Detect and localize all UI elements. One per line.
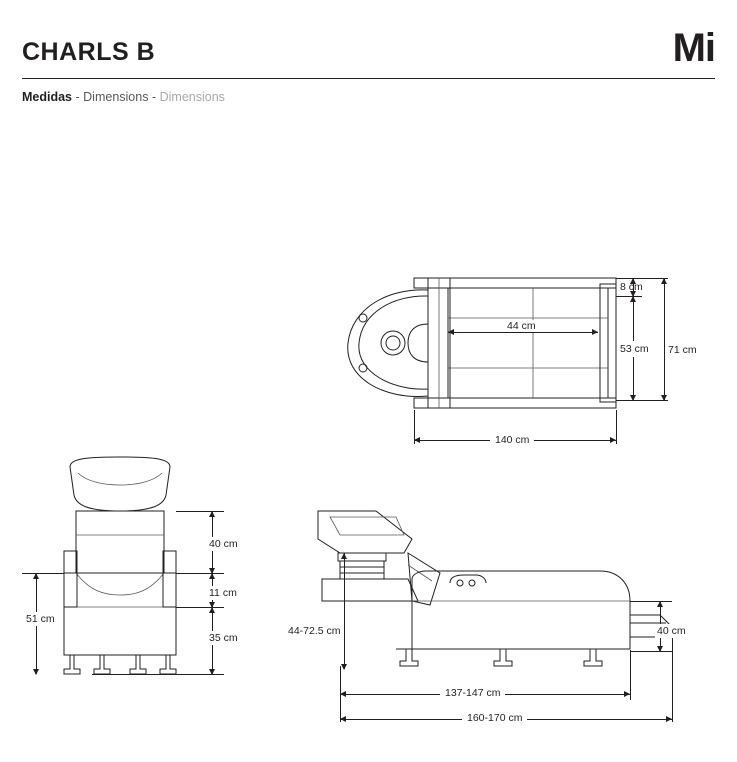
front-view-ext-top	[176, 511, 224, 512]
front-view-dim-51-arrow-up	[33, 573, 39, 579]
front-view-ext-40-11	[176, 573, 224, 574]
subtitle	[22, 90, 225, 104]
side-view-dim-40-arrow-down	[657, 646, 663, 652]
top-view-dim-71-arrow-down	[661, 395, 667, 401]
front-view-dim-35-label: 35 cm	[209, 632, 238, 644]
side-view-dim-bowl-line	[344, 553, 345, 669]
side-view-dim-160-arrow-left	[340, 716, 346, 722]
top-view-inner-width-arrow-left	[448, 329, 454, 335]
front-view-dim-40-label: 40 cm	[209, 538, 238, 550]
side-view-dim-40-arrow-up	[657, 601, 663, 607]
top-view-dim-71-label: 71 cm	[668, 344, 697, 356]
top-view-width-label: 140 cm	[490, 434, 534, 446]
top-view-ext-8	[616, 296, 642, 297]
front-view-ext-left-top	[22, 573, 64, 574]
front-view-dim-51-label: 51 cm	[26, 613, 55, 625]
front-view-dim-35-arrow-up	[209, 607, 215, 613]
front-view-ext-11-35	[176, 607, 224, 608]
side-view-dim-bowl-label: 44-72.5 cm	[288, 625, 341, 637]
top-view-dim-8-label: 8 cm	[620, 281, 643, 293]
side-view-drawing	[300, 505, 690, 680]
side-view-dim-40-label: 40 cm	[657, 625, 686, 637]
top-view-inner-width-arrow-right	[592, 329, 598, 335]
top-view-width-arrow-left	[414, 437, 420, 443]
side-view-ext-137-right	[630, 650, 631, 700]
top-view-width-extension-right	[616, 410, 617, 444]
subtitle-separator-1: -	[75, 90, 80, 104]
side-view-dim-160-arrow-right	[666, 716, 672, 722]
subtitle-en: Dimensions	[83, 90, 149, 104]
brand-logo: Mi	[672, 26, 715, 70]
front-view-ext-bottom	[92, 674, 224, 675]
front-view-dim-11-label: 11 cm	[209, 587, 237, 599]
top-view-dim-71-arrow-up	[661, 278, 667, 284]
top-view-dim-53-arrow-down	[630, 395, 636, 401]
top-view-drawing	[318, 270, 628, 430]
side-view-ext-right-top	[630, 601, 672, 602]
front-view-dim-11-arrow-up	[209, 573, 215, 579]
side-view-ext-right-bottom	[630, 651, 672, 652]
top-view-width-arrow-right	[610, 437, 616, 443]
top-view-inner-width-label: 44 cm	[503, 320, 540, 332]
top-view-inner-width-line	[448, 332, 598, 333]
subtitle-separator-2: -	[151, 90, 157, 104]
front-view-dim-35-arrow-down	[209, 669, 215, 675]
header-divider	[22, 78, 715, 79]
subtitle-es: Medidas	[22, 90, 73, 104]
side-view-dim-160-label: 160-170 cm	[462, 712, 527, 724]
top-view-dim-53-arrow-up	[630, 296, 636, 302]
side-view-ext-160-right	[672, 638, 673, 722]
side-view-dim-bowl-arrow-down	[341, 664, 347, 670]
front-view-dim-40-arrow-up	[209, 511, 215, 517]
page-title: CHARLS B	[22, 38, 156, 66]
side-view-dim-137-arrow-right	[624, 691, 630, 697]
side-view-dim-bowl-arrow-up	[341, 553, 347, 559]
top-view-dim-71-line	[664, 278, 665, 400]
top-view-dim-53-label: 53 cm	[620, 343, 649, 355]
front-view-dim-51-arrow-down	[33, 669, 39, 675]
side-view-dim-137-label: 137-147 cm	[440, 687, 505, 699]
subtitle-fr: Dimensions	[159, 90, 225, 104]
